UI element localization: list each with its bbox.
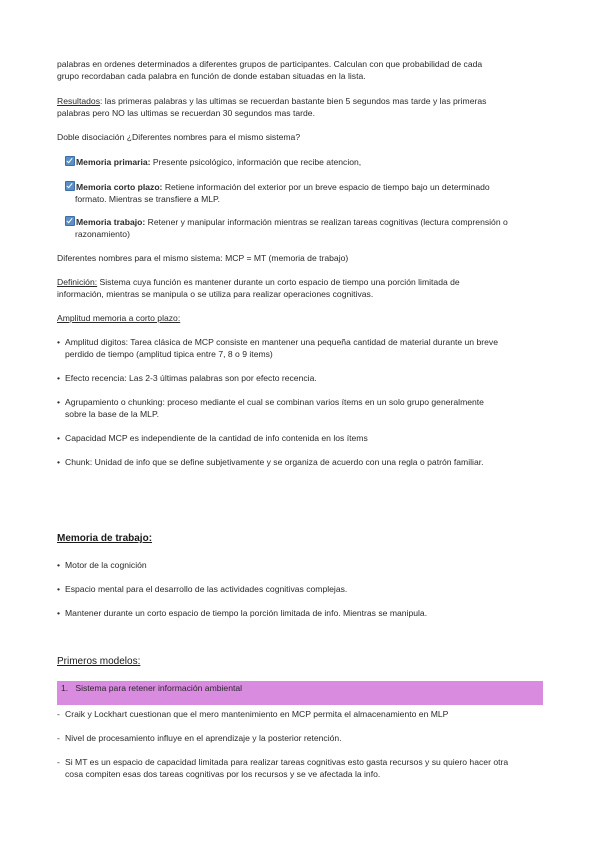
resultados-paragraph: [57, 95, 547, 119]
check-term: Memoria trabajo:: [76, 217, 146, 227]
list-item: [57, 396, 547, 420]
intro-line-1: palabras en ordenes determinados a diferentes grupos de participantes. Calculan con que probabilidad de cada: [57, 59, 483, 69]
list-item: [57, 708, 547, 720]
item-number: 1.: [61, 683, 69, 693]
bullet-line-1: Si MT es un espacio de capacidad limitada para realizar tareas cognitivas esto gasta recursos y su quiero hacer otra: [65, 757, 509, 767]
intro-line-2: grupo recordaban cada palabra en función de donde estaban situadas en la lista.: [57, 71, 366, 81]
bullet-line-1: Mantener durante un corto espacio de tiempo la porción limitada de info. Mientras se manipula.: [65, 608, 428, 618]
bullet-line-1: Motor de la cognición: [65, 560, 147, 570]
memoria-trabajo-heading: Memoria de trabajo:: [57, 533, 153, 544]
definicion-label: Definición:: [57, 277, 98, 287]
resultados-line-2: palabras pero NO las ultimas se recuerdan 30 segundos mas tarde.: [57, 108, 315, 118]
list-item: [57, 559, 547, 571]
definicion-line-2: información, mientras se manipula o se utiliza para realizar operaciones cognitivas.: [57, 289, 374, 299]
bullet-dash: -: [57, 709, 60, 719]
check-text: Presente psicológico, información que recibe atencion,: [150, 157, 362, 167]
bullet-line-2: sobre la base de la MLP.: [65, 409, 159, 419]
check-text: Retiene información del exterior por un breve espacio de tiempo bajo un determinado: [162, 182, 490, 192]
list-item: [57, 732, 547, 744]
bullet-line-1: Agrupamiento o chunking: proceso mediante el cual se combinan varios ítems en un solo grupo generalmente: [65, 397, 484, 407]
bullet-line-1: Nivel de procesamiento influye en el aprendizaje y la posterior retención.: [65, 733, 342, 743]
highlighted-numbered-item: [57, 681, 543, 705]
list-item: [57, 456, 547, 468]
bullet-line-2: cosa compiten esas dos tareas cognitivas por los recursos y se ve afectada la info.: [65, 769, 381, 779]
bullet-dot: •: [57, 560, 61, 570]
amplitud-heading: Amplitud memoria a corto plazo:: [57, 313, 181, 323]
bullet-line-1: Capacidad MCP es independiente de la cantidad de info contenida en los ítems: [65, 433, 368, 443]
check-term: Memoria corto plazo:: [76, 182, 163, 192]
resultados-label: Resultados: [57, 96, 100, 106]
list-item: [57, 372, 547, 384]
primeros-modelos-heading: Primeros modelos:: [57, 656, 141, 667]
definicion-line-1: Sistema cuya función es mantener durante un corto espacio de tiempo una porción limitada de: [97, 277, 460, 287]
doble-disociacion: Doble disociación ¿Diferentes nombres para el mismo sistema?: [57, 132, 301, 142]
bullet-line-1: Chunk: Unidad de info que se define subjetivamente y se organiza de acuerdo con una regla o patrón familiar.: [65, 457, 484, 467]
bullet-dash: -: [57, 733, 60, 743]
list-item: [57, 607, 547, 619]
bullet-dot: •: [57, 608, 61, 618]
bullet-dot: •: [57, 373, 61, 383]
checkbox-icon: [65, 216, 75, 226]
list-item: [57, 583, 547, 595]
checkbox-icon: [65, 181, 75, 191]
bullet-dot: •: [57, 457, 61, 467]
list-item: [57, 432, 547, 444]
list-item: [57, 336, 547, 360]
check-item-memoria-primaria: [65, 155, 543, 168]
check-text-cont: formato. Mientras se transfiere a MLP.: [75, 194, 221, 204]
bullet-line-1: Espacio mental para el desarrollo de las actividades cognitivas complejas.: [65, 584, 348, 594]
check-text-cont: razonamiento): [75, 229, 130, 239]
check-text: Retener y manipular información mientras se realizan tareas cognitivas (lectura comprensión o: [145, 217, 508, 227]
bullet-line-1: Efecto recencia: Las 2-3 últimas palabras son por efecto recencia.: [65, 373, 317, 383]
bullet-dot: •: [57, 337, 61, 347]
intro-paragraph: [57, 58, 547, 82]
diferentes-nombres: Diferentes nombres para el mismo sistema: MCP = MT (memoria de trabajo): [57, 253, 349, 263]
check-item-memoria-trabajo: [65, 215, 543, 240]
bullet-line-1: Amplitud digitos: Tarea clásica de MCP consiste en mantener una pequeña cantidad de material durante un breve: [65, 337, 498, 347]
item-text: Sistema para retener información ambiental: [75, 683, 243, 693]
list-item: [57, 756, 547, 780]
bullet-line-2: perdido de tiempo (amplitud tipica entre 7, 8 o 9 items): [65, 349, 273, 359]
checkbox-icon: [65, 156, 75, 166]
definicion-paragraph: [57, 276, 547, 300]
resultados-line-1: : las primeras palabras y las ultimas se recuerdan bastante bien 5 segundos mas tarde y las primeras: [100, 96, 487, 106]
bullet-dot: •: [57, 397, 61, 407]
bullet-dot: •: [57, 584, 61, 594]
bullet-dot: •: [57, 433, 61, 443]
check-item-memoria-corto-plazo: [65, 180, 543, 205]
bullet-dash: -: [57, 757, 60, 767]
check-term: Memoria primaria:: [76, 157, 151, 167]
bullet-line-1: Craik y Lockhart cuestionan que el mero mantenimiento en MCP permita el almacenamiento en MLP: [65, 709, 449, 719]
